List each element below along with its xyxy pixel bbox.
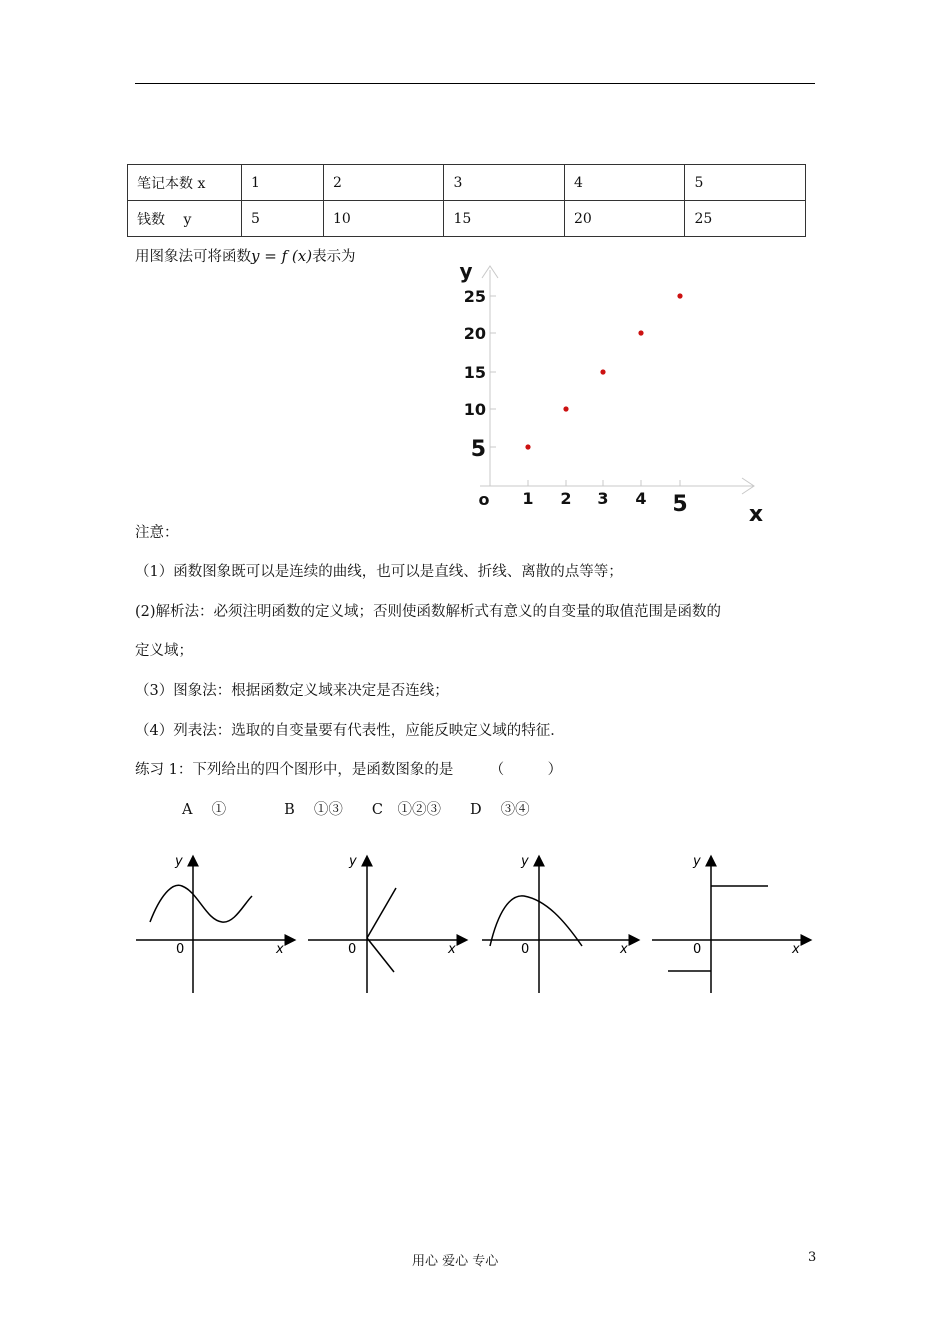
table-cell: 1 [242, 165, 324, 201]
y-axis-arrow-icon [482, 266, 498, 278]
data-point [525, 444, 530, 449]
y-tick-label: 15 [463, 363, 486, 382]
origin-label: 0 [693, 942, 702, 957]
graph-intro [135, 246, 356, 267]
table-row-header: 笔记本数 x [128, 165, 242, 201]
mini-graph-4 [652, 854, 810, 993]
exercise-options: A ① B ①③ C ①②③ D ③④ [182, 802, 530, 818]
note-2: (2)解析法：必须注明函数的定义域；否则使函数解析式有意义的自变量的取值范围是函数的 [135, 604, 722, 620]
x-axis-label: x [448, 942, 456, 957]
note-4: （4）列表法：选取的自变量要有代表性，应能反映定义域的特征． [135, 723, 565, 739]
y-axis-label: y [459, 259, 473, 283]
table-cell: 2 [323, 165, 444, 201]
origin-label: 0 [348, 942, 357, 957]
table-cell: 15 [444, 201, 565, 237]
graph-intro-prefix: 用图象法可将函数 [135, 249, 251, 265]
curve-sine [150, 885, 252, 922]
table-row [128, 201, 806, 237]
table-cell: 5 [242, 201, 324, 237]
note-2-continued: 定义域； [135, 643, 193, 659]
mini-graph-1 [136, 854, 294, 993]
data-point [677, 293, 682, 298]
x-tick-label: 1 [522, 489, 534, 508]
x-tick-label: 5 [672, 492, 688, 517]
y-axis-label: y [175, 854, 183, 869]
exercise-question: 练习 1：下列给出的四个图形中，是函数图象的是 （ ） [135, 762, 563, 778]
y-tick-label: 20 [463, 324, 486, 343]
y-axis-label: y [693, 854, 701, 869]
footer-slogan: 用心 爱心 专心 [412, 1254, 499, 1269]
data-point [600, 369, 605, 374]
note-3: （3）图象法：根据函数定义域来决定是否连线； [135, 683, 449, 699]
graph-intro-suffix: 表示为 [312, 249, 356, 265]
x-axis-arrow-icon [742, 478, 754, 494]
x-tick-label: 2 [560, 489, 572, 508]
curve-hump [490, 896, 582, 946]
y-tick-label: 25 [463, 287, 486, 306]
table-cell: 3 [444, 165, 565, 201]
y-axis-label: y [521, 854, 529, 869]
ray-up [367, 888, 396, 938]
x-axis-label: x [276, 942, 284, 957]
data-table [127, 164, 806, 237]
header-rule [135, 83, 815, 84]
y-axis-label: y [349, 854, 357, 869]
table-row-header: 钱数 y [128, 201, 242, 237]
y-tick-label: 5 [470, 437, 486, 462]
table-cell: 4 [564, 165, 685, 201]
x-axis-label: x [792, 942, 800, 957]
table-cell: 20 [564, 201, 685, 237]
origin-label: 0 [176, 942, 185, 957]
origin-label: o [478, 490, 490, 509]
page-number: 3 [808, 1250, 817, 1265]
graph-intro-formula: y = f (x) [251, 247, 313, 265]
x-tick-label: 3 [597, 489, 609, 508]
table-cell: 5 [685, 165, 806, 201]
data-point [563, 406, 568, 411]
x-axis-label: x [620, 942, 628, 957]
table-row [128, 165, 806, 201]
ray-down [367, 938, 394, 972]
table-cell: 10 [323, 201, 444, 237]
note-title: 注意： [135, 525, 179, 541]
y-tick-label: 10 [463, 400, 486, 419]
mini-graph-3 [482, 854, 638, 993]
x-axis-label: x [748, 502, 764, 527]
table-cell: 25 [685, 201, 806, 237]
mini-graph-2 [308, 854, 466, 993]
origin-label: 0 [521, 942, 530, 957]
data-point [638, 330, 643, 335]
note-1: （1）函数图象既可以是连续的曲线，也可以是直线、折线、离散的点等等； [135, 564, 623, 580]
x-tick-label: 4 [635, 489, 647, 508]
